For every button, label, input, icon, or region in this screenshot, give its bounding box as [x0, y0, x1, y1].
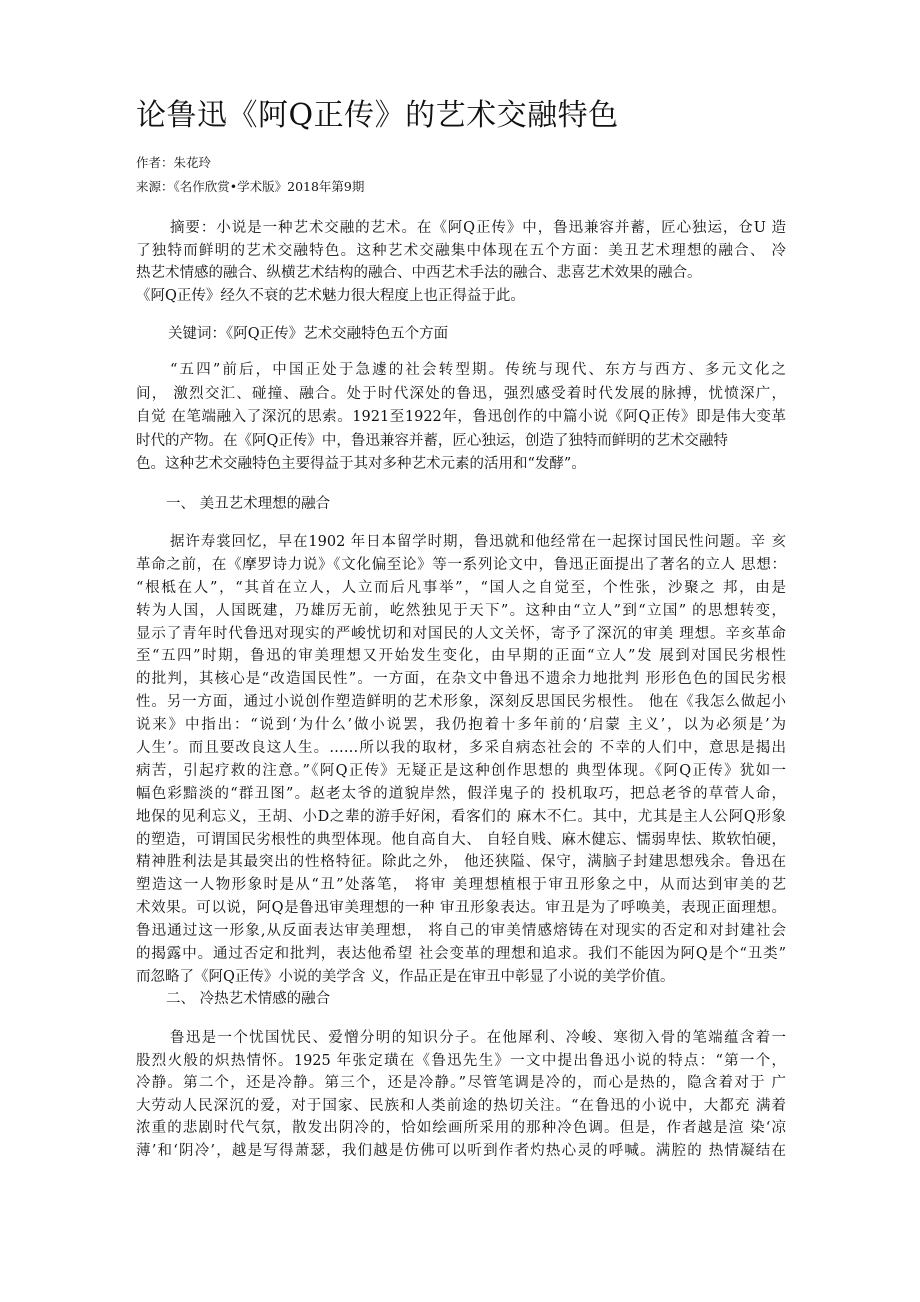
- text-line: 幅色彩黯淡的“群丑图”。赵老太爷的道貌岸然，假洋鬼子的 投机取巧，把总老爷的草菅人命，: [136, 785, 786, 802]
- text-line: 人生’。而且要改良这人生。……所以我的取材，多采自病态社会的 不幸的人们中，意思是揭出: [136, 740, 786, 757]
- text-line: 地保的见利忘义，王胡、小D之辈的游手好闲，看客们的 麻木不仁。其中，尤其是主人公阿Q形象: [136, 808, 786, 825]
- text-line: 鲁迅是一个忧国忧民、爱憎分明的知识分子。在他犀利、冷峻、寒彻入骨的笔端蕴含着一: [170, 1030, 786, 1046]
- text-line: 薄’和‘阴冷’，越是写得萧瑟，我们越是仿佛可以听到作者灼热心灵的呼喊。满腔的 热情凝结在: [136, 1142, 786, 1159]
- text-line: “五四”前后，中国正处于急遽的社会转型期。传统与现代、东方与西方、多元文化之: [170, 362, 786, 378]
- text-line: 鲁迅通过这一形象,从反面表达审美理想， 将自己的审美情感熔铸在对现实的否定和对封建社会: [136, 923, 786, 940]
- text-line: 大劳动人民深沉的爱，对于国家、民族和人类前途的热切关注。“在鲁迅的小说中，大都充 满着: [136, 1097, 786, 1114]
- text-line: 精神胜利法是其最突出的性格特征。除此之外， 他还狭隘、保守，满脑子封建思想残余。鲁迅在: [136, 854, 786, 871]
- text-line: 《阿Q正传》经久不衰的艺术魅力很大程度上也正得益于此。: [136, 288, 525, 305]
- text-line: 据许寿裳回忆，早在1902 年日本留学时期，鲁迅就和他经常在一起探讨国民性问题。辛 亥: [170, 534, 786, 550]
- text-line: 间， 激烈交汇、碰撞、融合。处于时代深处的鲁迅，强烈感受着时代发展的脉搏，忧愤深广，: [136, 385, 786, 402]
- section-2-paragraph: [136, 1027, 786, 1163]
- text-line: 色。这种艺术交融特色主要得益于其对多种艺术元素的活用和“发酵”。: [136, 456, 586, 472]
- text-line: 塑造这一人物形象时是从“丑”处落笔， 将审 美理想植根于审丑形象之中，从而达到审美的艺: [136, 877, 786, 894]
- source-line: 来源：《名作欣赏•学术版》2018年第9期: [136, 179, 365, 194]
- keywords-line: 关键词：《阿Q正传》艺术交融特色五个方面: [168, 326, 449, 342]
- section-1-paragraph: [136, 531, 786, 989]
- text-line: 了独特而鲜明的艺术交融特色。这种艺术交融集中体现在五个方面：美丑艺术理想的融合、 冷: [136, 242, 786, 259]
- text-line: 股烈火般的炽热情怀。1925 年张定璜在《鲁迅先生》一文中提出鲁迅小说的特点：“第一个，: [136, 1052, 786, 1069]
- text-line: 冷静。第二个，还是冷静。第三个，还是冷静。”尽管笔调是冷的，而心是热的，隐含着对于 广: [136, 1075, 786, 1092]
- text-line: 的塑造，可谓国民劣根性的典型体现。他自高自大、 自轻自贱、麻木健忘、懦弱卑怯、欺软怕硬，: [136, 831, 786, 848]
- text-line: 热艺术情感的融合、纵横艺术结构的融合、中西艺术手法的融合、悲喜艺术效果的融合。: [136, 265, 702, 282]
- text-line: 而忽略了《阿Q正传》小说的美学含 义，作品正是在审丑中彰显了小说的美学价值。: [136, 968, 675, 985]
- author-line: 作者：朱花玲: [136, 155, 212, 170]
- article-title: 论鲁迅《阿Q正传》的艺术交融特色: [136, 98, 619, 133]
- text-line: 的批判，其核心是“改造国民性”。一方面，在杂文中鲁迅不遗余力地批判 形形色色的国民劣根: [136, 671, 786, 688]
- text-line: 病苦，引起疗救的注意。”《阿Q正传》无疑正是这种创作思想的 典型体现。《阿Q正传》犹如一: [136, 762, 786, 779]
- text-line: 至“五四”时期，鲁迅的审美理想又开始发生变化，由早期的正面“立人”发 展到对国民劣根性: [136, 648, 786, 665]
- intro-paragraph: [136, 359, 786, 477]
- text-line: 浓重的悲剧时代气氛，散发出阴冷的，恰如绘画所采用的那种冷色调。但是，作者越是渲 染‘凉: [136, 1120, 786, 1137]
- text-line: 性。另一方面，通过小说创作塑造鲜明的艺术形象，深刻反思国民劣根性。 他在《我怎么做起小: [136, 694, 786, 711]
- text-line: 术效果。可以说，阿Q是鲁迅审美理想的一种 审丑形象表达。审丑是为了呼唤美，表现正面理想。: [136, 900, 786, 917]
- section-1-heading: 一、 美丑艺术理想的融合: [166, 496, 331, 512]
- text-line: “根柢在人”，“其首在立人，人立而后凡事举”，“国人之自觉至，个性张，沙聚之 邦，由是: [136, 579, 786, 596]
- text-line: 时代的产物。在《阿Q正传》中，鲁迅兼容并蓄，匠心独运，创造了独特而鲜明的艺术交融特: [136, 432, 728, 449]
- text-line: 自觉 在笔端融入了深沉的思索。1921至1922年，鲁迅创作的中篇小说《阿Q正传》即是伟大变革: [136, 409, 786, 425]
- section-2-heading: 二、 冷热艺术情感的融合: [166, 991, 331, 1007]
- text-line: 显示了青年时代鲁迅对现实的严峻忧切和对国民的人文关怀，寄予了深沉的审美 理想。辛亥革命: [136, 625, 786, 642]
- text-line: 的揭露中。通过否定和批判，表达他希望 社会变革的理想和追求。我们不能因为阿Q是个“丑类”: [136, 946, 786, 963]
- text-line: 革命之前，在《摩罗诗力说》《文化偏至论》等一系列论文中，鲁迅正面提出了著名的立人 思想：: [136, 556, 786, 573]
- text-line: 摘要：小说是一种艺术交融的艺术。在《阿Q正传》中，鲁迅兼容并蓄，匠心独运，仓U 造: [170, 220, 786, 236]
- abstract-paragraph: [136, 217, 786, 308]
- text-line: 说来》中指出：“说到‘为什么’做小说罢，我仍抱着十多年前的‘启蒙 主义’，以为必须是’为: [136, 717, 786, 734]
- text-line: 转为人国，人国既建，乃雄厉无前，屹然独见于天下”。这种由“立人”到“立国” 的思想转变，: [136, 602, 786, 619]
